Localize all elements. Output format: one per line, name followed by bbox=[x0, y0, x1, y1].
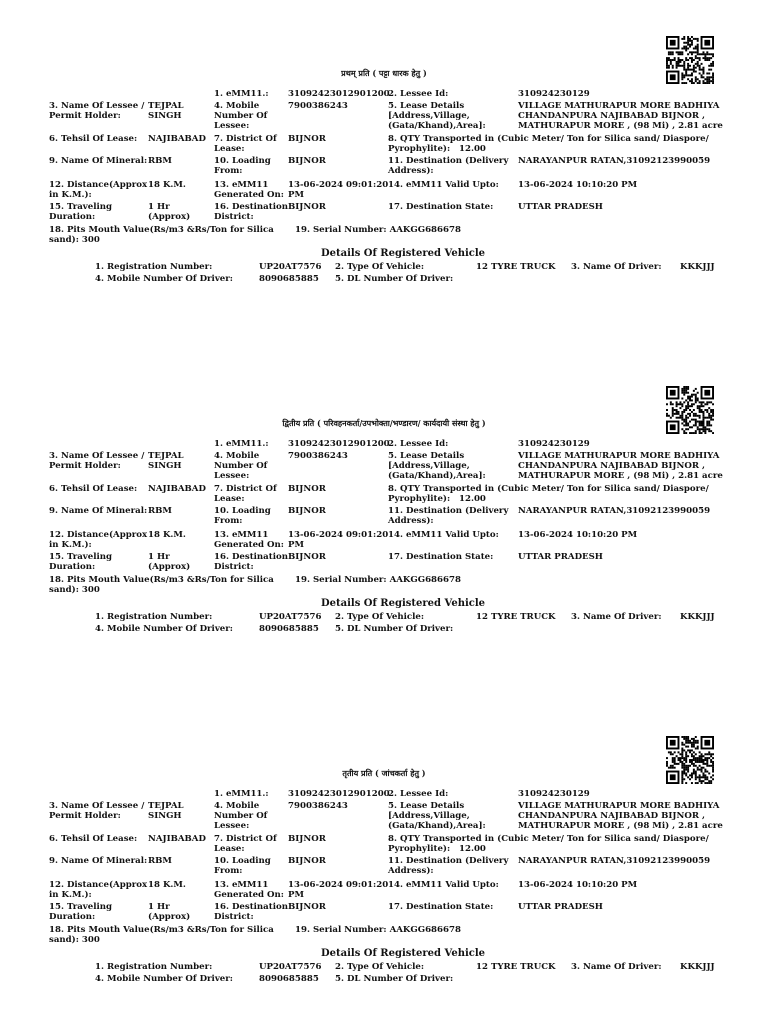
generated-label-2: Generated On: bbox=[214, 890, 284, 900]
registration-label: 1. Registration Number: bbox=[95, 962, 213, 972]
lease-details-label: 5. Lease Details bbox=[388, 451, 465, 461]
destination-label-2: Address): bbox=[388, 516, 434, 526]
district-value: BIJNOR bbox=[288, 134, 326, 144]
travel-value-2: (Approx) bbox=[148, 912, 191, 922]
driver-mobile-label: 4. Mobile Number Of Driver: bbox=[95, 624, 233, 634]
pits-value: sand): 300 bbox=[49, 585, 100, 595]
dest-district-label: 16. Destination bbox=[214, 202, 288, 212]
tehsil-label: 6. Tehsil Of Lease: bbox=[49, 134, 138, 144]
mobile-label-3: Lessee: bbox=[214, 471, 250, 481]
distance-label: 12. Distance(Approx bbox=[49, 180, 148, 190]
district-label-2: Lease: bbox=[214, 144, 245, 154]
mobile-label: 4. Mobile bbox=[214, 101, 260, 111]
mobile-label: 4. Mobile bbox=[214, 801, 260, 811]
destination-value: NARAYANPUR RATAN,31092123990059 bbox=[518, 156, 711, 166]
dest-state-label: 17. Destination State: bbox=[388, 202, 494, 212]
qty-label-2: Pyrophylite): bbox=[388, 844, 451, 854]
vehicle-type-value: 12 TYRE TRUCK bbox=[476, 612, 556, 622]
lease-details-value-3: MATHURAPUR MORE , (98 Mi) , 2.81 acre bbox=[518, 471, 723, 481]
valid-value: 13-06-2024 10:10:20 PM bbox=[518, 880, 638, 890]
mobile-value: 7900386243 bbox=[288, 801, 348, 811]
lessee-id-label: 2. Lessee Id: bbox=[388, 439, 449, 449]
serial-number: 19. Serial Number: AAKGG686678 bbox=[295, 225, 461, 235]
dest-district-label: 16. Destination bbox=[214, 902, 288, 912]
copy-title: तृतीय प्रति ( जांचकर्ता हेतु ) bbox=[342, 768, 426, 778]
dest-district-value: BIJNOR bbox=[288, 202, 326, 212]
lease-details-value-3: MATHURAPUR MORE , (98 Mi) , 2.81 acre bbox=[518, 821, 723, 831]
destination-label-2: Address): bbox=[388, 166, 434, 176]
qty-value: 12.00 bbox=[459, 494, 486, 504]
destination-value: NARAYANPUR RATAN,31092123990059 bbox=[518, 856, 711, 866]
loading-value: BIJNOR bbox=[288, 156, 326, 166]
registration-label: 1. Registration Number: bbox=[95, 262, 213, 272]
tehsil-value: NAJIBABAD bbox=[148, 484, 206, 494]
lessee-name-value: TEJPAL bbox=[148, 801, 184, 811]
dest-state-value: UTTAR PRADESH bbox=[518, 202, 603, 212]
pits-value-label: 18. Pits Mouth Value(Rs/m3 &Rs/Ton for Silica bbox=[49, 925, 274, 935]
travel-label-2: Duration: bbox=[49, 562, 96, 572]
distance-value: 18 K.M. bbox=[148, 880, 186, 890]
travel-value: 1 Hr bbox=[148, 202, 170, 212]
vehicle-section-heading: Details Of Registered Vehicle bbox=[320, 598, 486, 609]
lessee-id-label: 2. Lessee Id: bbox=[388, 789, 449, 799]
valid-label: 14. eMM11 Valid Upto: bbox=[388, 530, 499, 540]
distance-label-2: in K.M.): bbox=[49, 890, 92, 900]
lessee-id-value: 310924230129 bbox=[518, 89, 590, 99]
loading-label-2: From: bbox=[214, 516, 243, 526]
destination-label: 11. Destination (Delivery bbox=[388, 156, 509, 166]
dest-district-label-2: District: bbox=[214, 212, 254, 222]
driver-name-label: 3. Name Of Driver: bbox=[571, 262, 662, 272]
loading-label-2: From: bbox=[214, 166, 243, 176]
travel-label: 15. Traveling bbox=[49, 202, 113, 212]
dest-district-label-2: District: bbox=[214, 912, 254, 922]
driver-mobile-value: 8090685885 bbox=[259, 974, 319, 984]
distance-label-2: in K.M.): bbox=[49, 190, 92, 200]
lessee-name-value-2: SINGH bbox=[148, 461, 182, 471]
loading-label: 10. Loading bbox=[214, 156, 271, 166]
district-label: 7. District Of bbox=[214, 484, 277, 494]
qty-label: 8. QTY Transported in (Cubic Meter/ Ton for Silica sand/ Diaspore/ bbox=[388, 484, 709, 494]
lease-details-value-2: CHANDANPURA NAJIBABAD BIJNOR , bbox=[518, 811, 705, 821]
lease-details-label-3: (Gata/Khand),Area]: bbox=[388, 821, 486, 831]
destination-label: 11. Destination (Delivery bbox=[388, 506, 509, 516]
dl-number-label: 5. DL Number Of Driver: bbox=[335, 274, 454, 284]
travel-label: 15. Traveling bbox=[49, 902, 113, 912]
lease-details-label-2: [Address,Village, bbox=[388, 811, 470, 821]
driver-name-value: KKKJJJ bbox=[680, 262, 715, 272]
generated-label: 13. eMM11 bbox=[214, 180, 269, 190]
generated-value: 13-06-2024 09:01:20 bbox=[288, 180, 389, 190]
district-label: 7. District Of bbox=[214, 834, 277, 844]
mobile-label-2: Number Of bbox=[214, 811, 268, 821]
pits-value-label: 18. Pits Mouth Value(Rs/m3 &Rs/Ton for Silica bbox=[49, 575, 274, 585]
valid-value: 13-06-2024 10:10:20 PM bbox=[518, 180, 638, 190]
vehicle-section-heading: Details Of Registered Vehicle bbox=[320, 948, 486, 959]
mineral-value: RBM bbox=[148, 156, 172, 166]
vehicle-type-label: 2. Type Of Vehicle: bbox=[335, 262, 425, 272]
vehicle-section-heading: Details Of Registered Vehicle bbox=[320, 248, 486, 259]
lease-details-label-2: [Address,Village, bbox=[388, 111, 470, 121]
travel-label-2: Duration: bbox=[49, 212, 96, 222]
distance-value: 18 K.M. bbox=[148, 180, 186, 190]
travel-value-2: (Approx) bbox=[148, 562, 191, 572]
loading-label: 10. Loading bbox=[214, 856, 271, 866]
loading-label: 10. Loading bbox=[214, 506, 271, 516]
valid-label: 14. eMM11 Valid Upto: bbox=[388, 880, 499, 890]
tehsil-value: NAJIBABAD bbox=[148, 834, 206, 844]
generated-label-2: Generated On: bbox=[214, 190, 284, 200]
first-copy bbox=[0, 36, 768, 336]
generated-label: 13. eMM11 bbox=[214, 880, 269, 890]
district-label-2: Lease: bbox=[214, 494, 245, 504]
mobile-label: 4. Mobile bbox=[214, 451, 260, 461]
destination-value: NARAYANPUR RATAN,31092123990059 bbox=[518, 506, 711, 516]
loading-value: BIJNOR bbox=[288, 856, 326, 866]
driver-mobile-label: 4. Mobile Number Of Driver: bbox=[95, 974, 233, 984]
lease-details-label-2: [Address,Village, bbox=[388, 461, 470, 471]
travel-value-2: (Approx) bbox=[148, 212, 191, 222]
mineral-label: 9. Name Of Mineral: bbox=[49, 506, 148, 516]
distance-label: 12. Distance(Approx bbox=[49, 880, 148, 890]
loading-label-2: From: bbox=[214, 866, 243, 876]
district-value: BIJNOR bbox=[288, 484, 326, 494]
qty-label: 8. QTY Transported in (Cubic Meter/ Ton for Silica sand/ Diaspore/ bbox=[388, 834, 709, 844]
mobile-label-2: Number Of bbox=[214, 461, 268, 471]
dest-district-label: 16. Destination bbox=[214, 552, 288, 562]
lease-details-label: 5. Lease Details bbox=[388, 801, 465, 811]
registration-label: 1. Registration Number: bbox=[95, 612, 213, 622]
copy-title: प्रथम् प्रति ( पट्टा धारक हेतु ) bbox=[341, 68, 427, 78]
qty-label-2: Pyrophylite): bbox=[388, 494, 451, 504]
emm11-value: 31092423012901200 bbox=[288, 789, 390, 799]
lessee-name-label-2: Permit Holder: bbox=[49, 111, 121, 121]
pits-value-label: 18. Pits Mouth Value(Rs/m3 &Rs/Ton for Silica bbox=[49, 225, 274, 235]
driver-mobile-value: 8090685885 bbox=[259, 274, 319, 284]
mineral-label: 9. Name Of Mineral: bbox=[49, 856, 148, 866]
lessee-name-value-2: SINGH bbox=[148, 811, 182, 821]
driver-name-value: KKKJJJ bbox=[680, 612, 715, 622]
lease-details-label-3: (Gata/Khand),Area]: bbox=[388, 121, 486, 131]
pits-value: sand): 300 bbox=[49, 235, 100, 245]
lessee-name-label: 3. Name Of Lessee / bbox=[49, 451, 145, 461]
dl-number-label: 5. DL Number Of Driver: bbox=[335, 624, 454, 634]
third-copy bbox=[0, 736, 768, 1036]
qty-value: 12.00 bbox=[459, 844, 486, 854]
lessee-name-value: TEJPAL bbox=[148, 451, 184, 461]
travel-value: 1 Hr bbox=[148, 902, 170, 912]
generated-label: 13. eMM11 bbox=[214, 530, 269, 540]
generated-label-2: Generated On: bbox=[214, 540, 284, 550]
dest-state-label: 17. Destination State: bbox=[388, 902, 494, 912]
mobile-label-2: Number Of bbox=[214, 111, 268, 121]
driver-name-value: KKKJJJ bbox=[680, 962, 715, 972]
distance-value: 18 K.M. bbox=[148, 530, 186, 540]
lease-details-label-3: (Gata/Khand),Area]: bbox=[388, 471, 486, 481]
copy-title: द्वितीय प्रति ( परिवहनकर्ता/उपभोक्ता/भण्डारण/ कार्यदायी संस्था हेतु ) bbox=[282, 418, 486, 428]
mobile-value: 7900386243 bbox=[288, 451, 348, 461]
lease-details-value-2: CHANDANPURA NAJIBABAD BIJNOR , bbox=[518, 461, 705, 471]
generated-value: 13-06-2024 09:01:20 bbox=[288, 530, 389, 540]
emm11-label: 1. eMM11.: bbox=[214, 89, 269, 99]
dest-state-value: UTTAR PRADESH bbox=[518, 552, 603, 562]
tehsil-label: 6. Tehsil Of Lease: bbox=[49, 834, 138, 844]
lease-details-label: 5. Lease Details bbox=[388, 101, 465, 111]
vehicle-type-label: 2. Type Of Vehicle: bbox=[335, 962, 425, 972]
emm11-label: 1. eMM11.: bbox=[214, 439, 269, 449]
tehsil-label: 6. Tehsil Of Lease: bbox=[49, 484, 138, 494]
travel-label-2: Duration: bbox=[49, 912, 96, 922]
generated-value-2: PM bbox=[288, 540, 304, 550]
mineral-value: RBM bbox=[148, 506, 172, 516]
lessee-name-label-2: Permit Holder: bbox=[49, 811, 121, 821]
lessee-id-value: 310924230129 bbox=[518, 439, 590, 449]
serial-number: 19. Serial Number: AAKGG686678 bbox=[295, 925, 461, 935]
qty-label-2: Pyrophylite): bbox=[388, 144, 451, 154]
dest-district-value: BIJNOR bbox=[288, 552, 326, 562]
destination-label: 11. Destination (Delivery bbox=[388, 856, 509, 866]
valid-label: 14. eMM11 Valid Upto: bbox=[388, 180, 499, 190]
generated-value: 13-06-2024 09:01:20 bbox=[288, 880, 389, 890]
second-copy bbox=[0, 386, 768, 686]
distance-label-2: in K.M.): bbox=[49, 540, 92, 550]
pits-value: sand): 300 bbox=[49, 935, 100, 945]
generated-value-2: PM bbox=[288, 890, 304, 900]
lessee-name-label-2: Permit Holder: bbox=[49, 461, 121, 471]
lessee-id-label: 2. Lessee Id: bbox=[388, 89, 449, 99]
district-value: BIJNOR bbox=[288, 834, 326, 844]
dl-number-label: 5. DL Number Of Driver: bbox=[335, 974, 454, 984]
driver-mobile-label: 4. Mobile Number Of Driver: bbox=[95, 274, 233, 284]
dest-district-value: BIJNOR bbox=[288, 902, 326, 912]
mobile-label-3: Lessee: bbox=[214, 121, 250, 131]
qty-value: 12.00 bbox=[459, 144, 486, 154]
lessee-name-value: TEJPAL bbox=[148, 101, 184, 111]
mineral-label: 9. Name Of Mineral: bbox=[49, 156, 148, 166]
district-label: 7. District Of bbox=[214, 134, 277, 144]
lessee-id-value: 310924230129 bbox=[518, 789, 590, 799]
lease-details-value: VILLAGE MATHURAPUR MORE BADHIYA bbox=[518, 101, 720, 111]
valid-value: 13-06-2024 10:10:20 PM bbox=[518, 530, 638, 540]
registration-value: UP20AT7576 bbox=[259, 962, 322, 972]
generated-value-2: PM bbox=[288, 190, 304, 200]
mineral-value: RBM bbox=[148, 856, 172, 866]
tehsil-value: NAJIBABAD bbox=[148, 134, 206, 144]
vehicle-type-value: 12 TYRE TRUCK bbox=[476, 962, 556, 972]
destination-label-2: Address): bbox=[388, 866, 434, 876]
lessee-name-value-2: SINGH bbox=[148, 111, 182, 121]
qty-label: 8. QTY Transported in (Cubic Meter/ Ton for Silica sand/ Diaspore/ bbox=[388, 134, 709, 144]
driver-name-label: 3. Name Of Driver: bbox=[571, 962, 662, 972]
registration-value: UP20AT7576 bbox=[259, 262, 322, 272]
registration-value: UP20AT7576 bbox=[259, 612, 322, 622]
serial-number: 19. Serial Number: AAKGG686678 bbox=[295, 575, 461, 585]
lease-details-value-3: MATHURAPUR MORE , (98 Mi) , 2.81 acre bbox=[518, 121, 723, 131]
emm11-value: 31092423012901200 bbox=[288, 89, 390, 99]
district-label-2: Lease: bbox=[214, 844, 245, 854]
vehicle-type-label: 2. Type Of Vehicle: bbox=[335, 612, 425, 622]
dest-state-label: 17. Destination State: bbox=[388, 552, 494, 562]
lessee-name-label: 3. Name Of Lessee / bbox=[49, 101, 145, 111]
lease-details-value: VILLAGE MATHURAPUR MORE BADHIYA bbox=[518, 451, 720, 461]
lessee-name-label: 3. Name Of Lessee / bbox=[49, 801, 145, 811]
mobile-label-3: Lessee: bbox=[214, 821, 250, 831]
vehicle-type-value: 12 TYRE TRUCK bbox=[476, 262, 556, 272]
mobile-value: 7900386243 bbox=[288, 101, 348, 111]
driver-mobile-value: 8090685885 bbox=[259, 624, 319, 634]
dest-state-value: UTTAR PRADESH bbox=[518, 902, 603, 912]
distance-label: 12. Distance(Approx bbox=[49, 530, 148, 540]
driver-name-label: 3. Name Of Driver: bbox=[571, 612, 662, 622]
emm11-label: 1. eMM11.: bbox=[214, 789, 269, 799]
lease-details-value: VILLAGE MATHURAPUR MORE BADHIYA bbox=[518, 801, 720, 811]
loading-value: BIJNOR bbox=[288, 506, 326, 516]
travel-label: 15. Traveling bbox=[49, 552, 113, 562]
travel-value: 1 Hr bbox=[148, 552, 170, 562]
emm11-value: 31092423012901200 bbox=[288, 439, 390, 449]
dest-district-label-2: District: bbox=[214, 562, 254, 572]
lease-details-value-2: CHANDANPURA NAJIBABAD BIJNOR , bbox=[518, 111, 705, 121]
